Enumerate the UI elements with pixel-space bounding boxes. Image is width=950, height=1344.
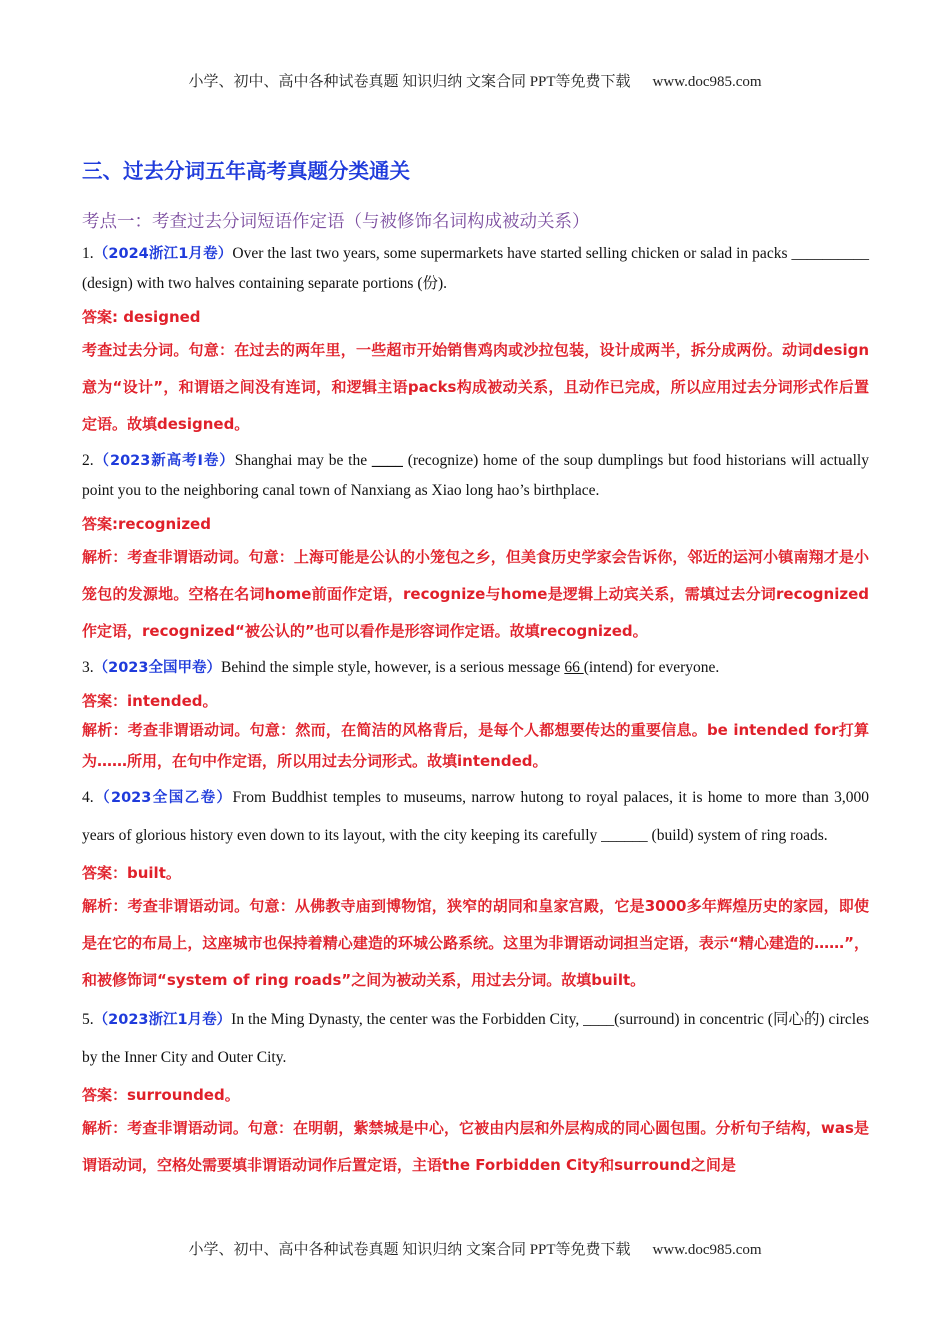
question-text: Shanghai may be the bbox=[234, 452, 372, 469]
question-2 bbox=[82, 446, 869, 505]
page-footer bbox=[0, 1238, 950, 1259]
analysis-1: 考查过去分词。句意：在过去的两年里，一些超市开始销售鸡肉或沙拉包装，设计成两半，拆分成两份。动词design意为“设计”，和谓语之间没有连词，和逻辑主语packs构成被动关系，且动作已完成，所以应用过去分词形式作后置定语。故填designed。 bbox=[82, 341, 869, 433]
question-source: （2023新高考I卷） bbox=[93, 453, 235, 469]
question-1 bbox=[82, 239, 869, 298]
answer-blank: ____ bbox=[371, 452, 403, 469]
question-text: Behind the simple style, however, is a serious message bbox=[220, 659, 565, 676]
analysis-5: 解析：考查非谓语动词。句意：在明朝，紫禁城是中心，它被由内层和外层构成的同心圆包围。分析句子结构，was是谓语动词，空格处需要填非谓语动词作后置定语，主语the Forbidden City和surround之间是 bbox=[82, 1119, 869, 1174]
answer-3: 答案：intended。 bbox=[82, 692, 218, 710]
answer-1: 答案: designed bbox=[82, 308, 201, 326]
analysis-2: 解析：考查非谓语动词。句意：上海可能是公认的小笼包之乡，但美食历史学家会告诉你，邻近的运河小镇南翔才是小笼包的发源地。空格在名词home前面作定语，recognize与home是逻辑上动宾关系，需填过去分词recognized作定语，recognized“被公认的”也可以看作是形容词作定语。故填recognized。 bbox=[82, 548, 869, 640]
question-source: （2023全国乙卷） bbox=[93, 790, 233, 806]
analysis-4: 解析：考查非谓语动词。句意：从佛教寺庙到博物馆，狭窄的胡同和皇家宫殿，它是3000多年辉煌历史的家园，即使是在它的布局上，这座城市也保持着精心建造的环城公路系统。这里为非谓语动词担当定语，表示“精心建造的……”，和被修饰词“system of ring roads”之间为被动关系，用过去分词。故填built。 bbox=[82, 897, 869, 989]
page-header bbox=[0, 70, 950, 91]
question-source: （2023浙江1月卷） bbox=[93, 1012, 232, 1028]
kaodian-title: 考点一：考查过去分词短语作定语（与被修饰名词构成被动关系） bbox=[82, 212, 590, 232]
main-content bbox=[82, 150, 869, 1184]
question-4 bbox=[82, 779, 869, 854]
question-text-after: (surround) in concentric (同心的) circles by the Inner City and Outer City. bbox=[82, 1011, 870, 1066]
section-title: 三、过去分词五年高考真题分类通关 bbox=[82, 159, 410, 183]
question-text-after: (intend) for everyone. bbox=[583, 659, 720, 676]
header-site-link[interactable]: www.doc985.com bbox=[652, 74, 762, 90]
header-text: 小学、初中、高中各种试卷真题 知识归纳 文案合同 PPT等免费下载 bbox=[188, 74, 631, 90]
answer-blank: ____ bbox=[583, 1011, 615, 1028]
question-text-after: (recognize) home of the soup dumplings but food historians will actually point you to the neighboring canal town of Nanxiang as Xiao long hao’s birthplace. bbox=[82, 452, 869, 499]
question-number: 5. bbox=[82, 1011, 94, 1028]
footer-text: 小学、初中、高中各种试卷真题 知识归纳 文案合同 PPT等免费下载 bbox=[188, 1242, 631, 1258]
question-number: 4. bbox=[82, 789, 94, 806]
question-source: （2023全国甲卷） bbox=[93, 660, 221, 676]
answer-blank: ______ bbox=[601, 827, 648, 844]
analysis-3: 解析：考查非谓语动词。句意：然而，在简洁的风格背后，是每个人都想要传达的重要信息。be intended for打算为……所用，在句中作定语，所以用过去分词形式。故填intended。 bbox=[82, 721, 869, 770]
question-number: 3. bbox=[82, 659, 94, 676]
question-text-after: (build) system of ring roads. bbox=[647, 827, 828, 844]
question-number: 1. bbox=[82, 245, 94, 262]
question-text: From Buddhist temples to museums, narrow hutong to royal palaces, it is home to more than 3,000 years of glorious history even down to its layout, with the city keeping its carefully bbox=[82, 789, 869, 844]
answer-blank: __________ bbox=[791, 245, 869, 262]
footer-site-link[interactable]: www.doc985.com bbox=[652, 1242, 762, 1258]
question-source: （2024浙江1月卷） bbox=[93, 246, 233, 262]
answer-4: 答案：built。 bbox=[82, 864, 181, 882]
question-number: 2. bbox=[82, 452, 94, 469]
question-text: Over the last two years, some supermarkets have started selling chicken or salad in packs bbox=[232, 245, 792, 262]
question-5 bbox=[82, 1001, 869, 1076]
answer-blank: 66 bbox=[564, 659, 584, 676]
question-text-after: (design) with two halves containing separate portions (份). bbox=[82, 275, 448, 292]
question-3 bbox=[82, 653, 869, 683]
answer-2: 答案:recognized bbox=[82, 515, 211, 533]
answer-5: 答案：surrounded。 bbox=[82, 1086, 240, 1104]
question-text: In the Ming Dynasty, the center was the Forbidden City, bbox=[231, 1011, 584, 1028]
